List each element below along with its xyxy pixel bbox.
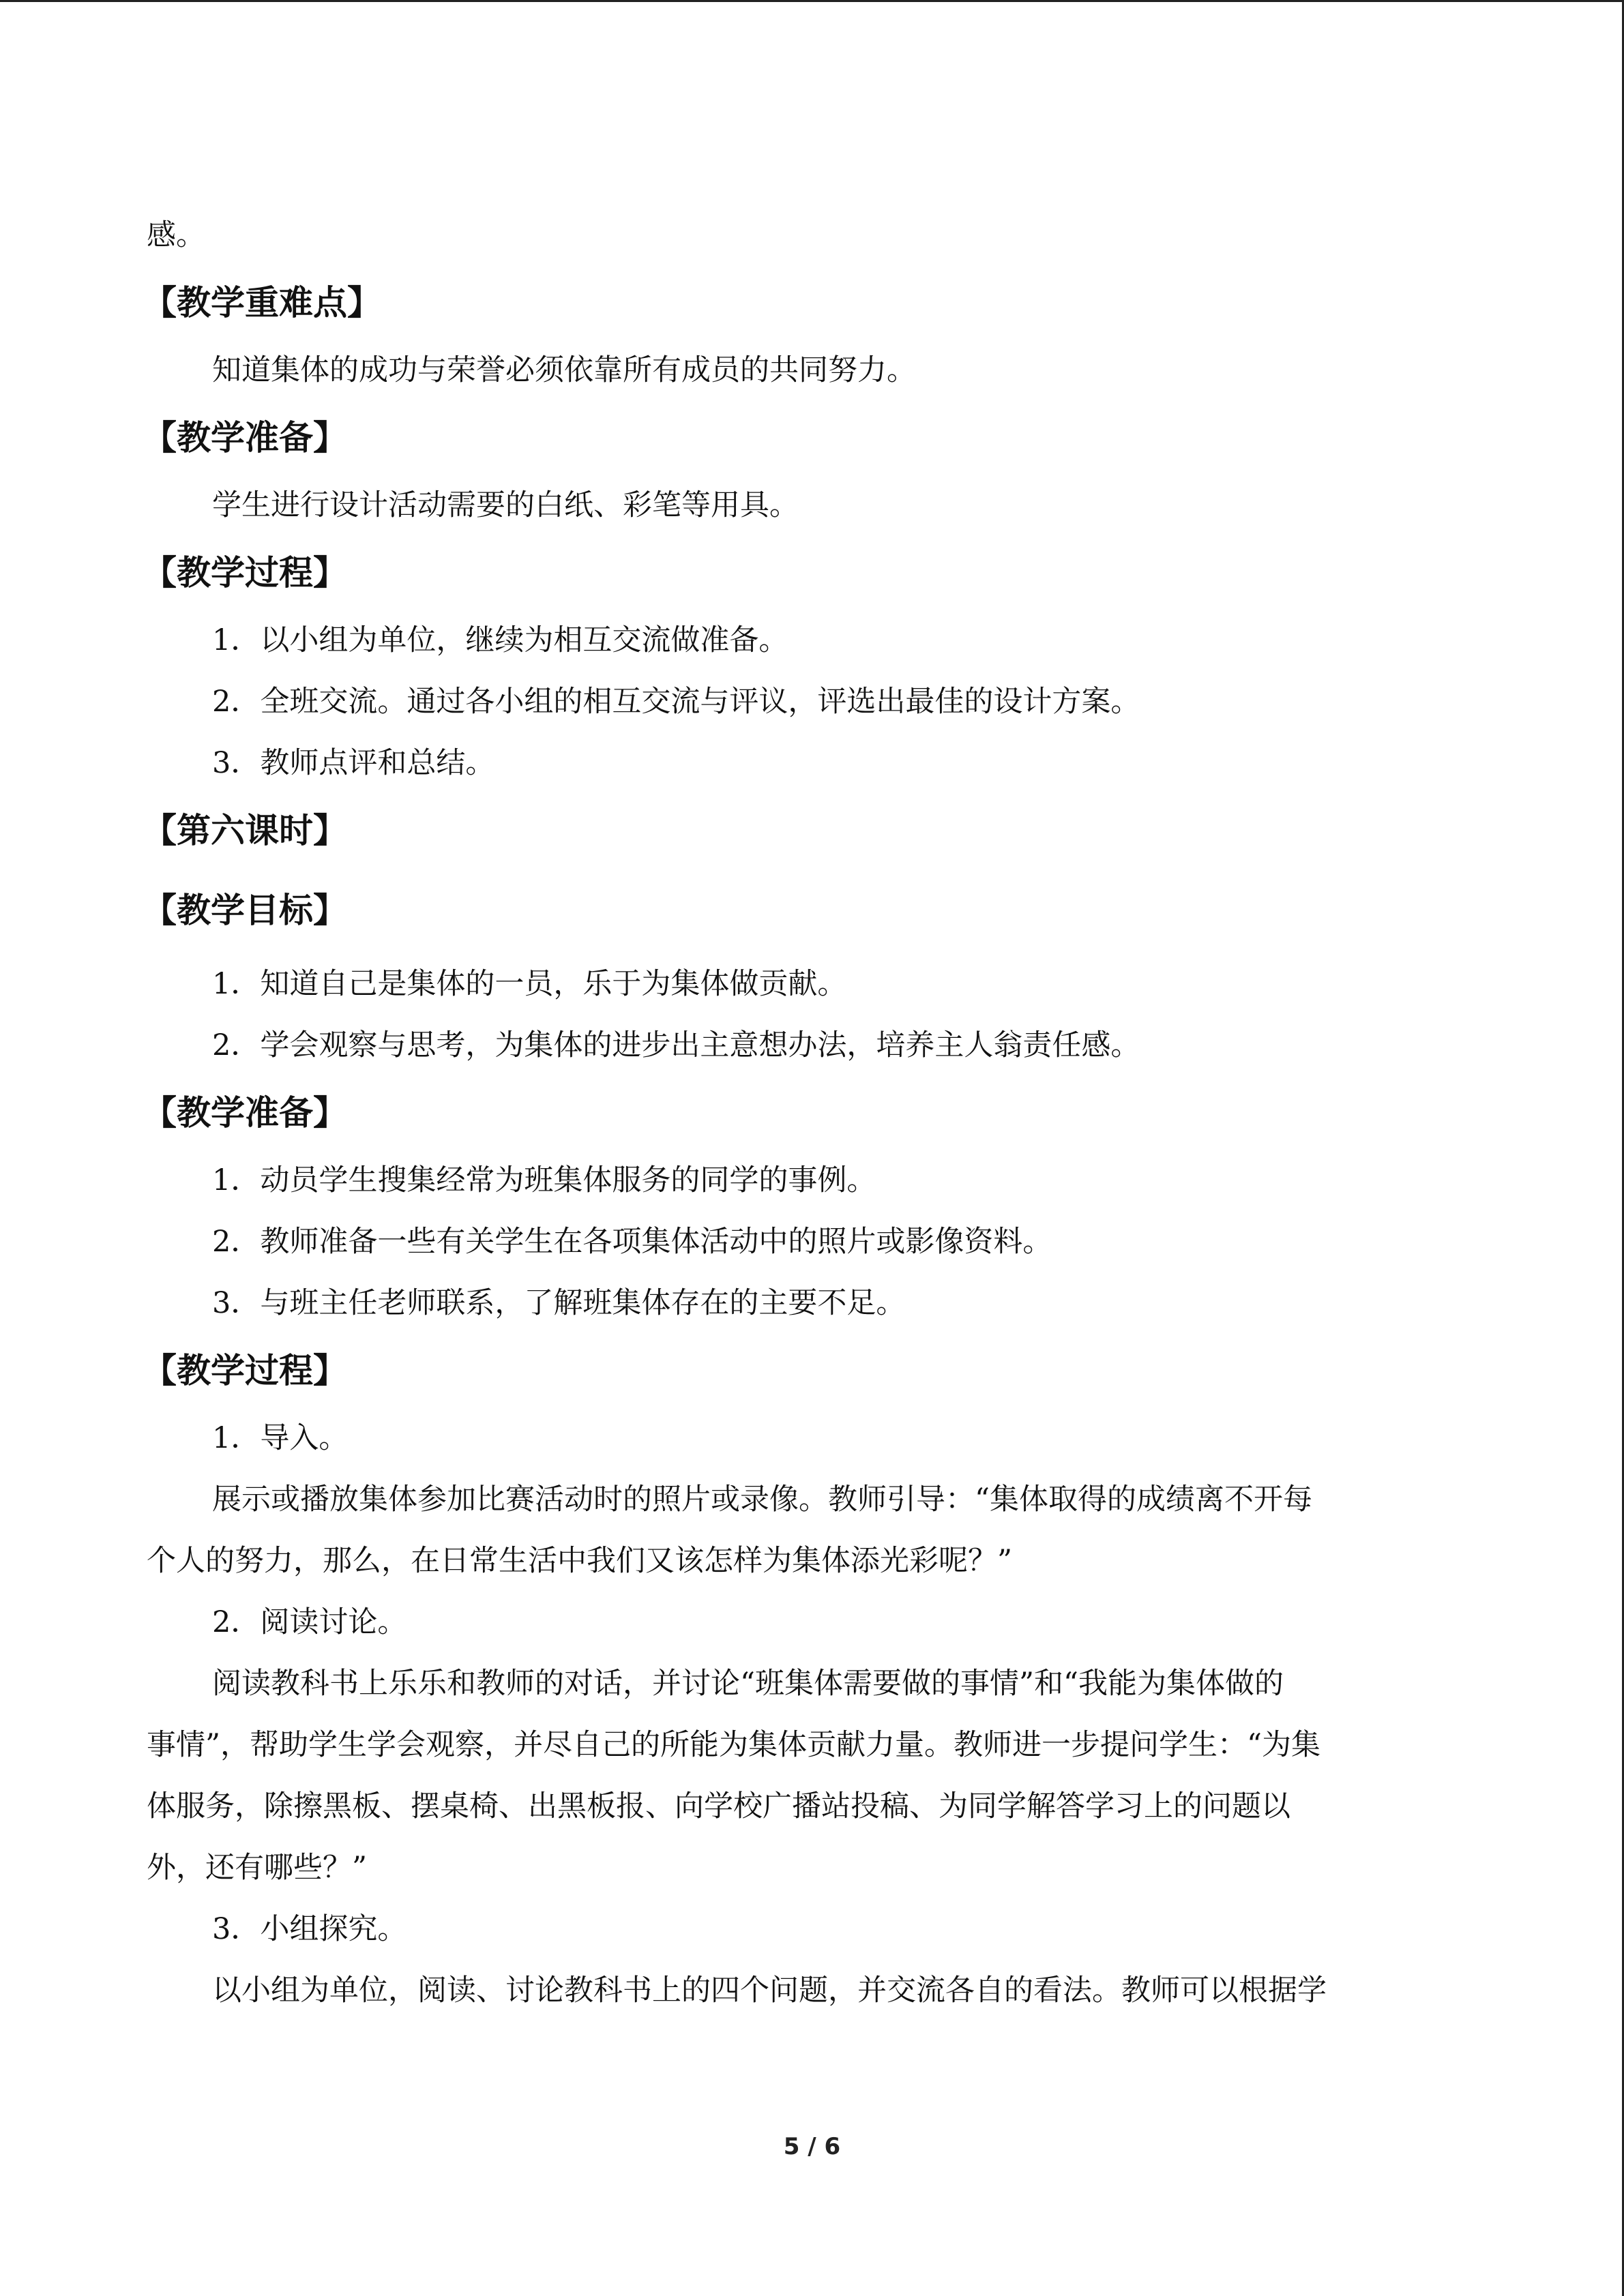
section-heading-process: 【教学过程】 xyxy=(143,553,347,593)
process-2-paragraph-1-line-1: 展示或播放集体参加比赛活动时的照片或录像。教师引导：“集体取得的成绩离不开每 xyxy=(212,1482,1312,1517)
section-heading-preparation-2: 【教学准备】 xyxy=(143,1093,347,1133)
section-heading-objectives: 【教学目标】 xyxy=(143,891,347,930)
objectives-item-2: 2．学会观察与思考，为集体的进步出主意想办法，培养主人翁责任感。 xyxy=(212,1028,1140,1062)
key-points-paragraph: 知道集体的成功与荣誉必须依靠所有成员的共同努力。 xyxy=(212,353,916,387)
section-heading-process-2: 【教学过程】 xyxy=(143,1351,347,1390)
process-2-paragraph-2-line-2: 事情”，帮助学生学会观察，并尽自己的所能为集体贡献力量。教师进一步提问学生：“为集 xyxy=(147,1728,1320,1762)
preparation-2-item-2: 2．教师准备一些有关学生在各项集体活动中的照片或影像资料。 xyxy=(212,1225,1052,1259)
page-number: 5 / 6 xyxy=(783,2133,841,2160)
process-2-paragraph-2-line-3: 体服务，除擦黑板、摆桌椅、出黑板报、向学校广播站投稿、为同学解答学习上的问题以 xyxy=(147,1789,1290,1823)
preparation-2-item-1: 1．动员学生搜集经常为班集体服务的同学的事例。 xyxy=(212,1163,876,1197)
process-2-step-3: 3．小组探究。 xyxy=(212,1912,407,1946)
preparation-paragraph: 学生进行设计活动需要的白纸、彩笔等用具。 xyxy=(212,488,799,522)
process-2-paragraph-2-line-1: 阅读教科书上乐乐和教师的对话，并讨论“班集体需要做的事情”和“我能为集体做的 xyxy=(212,1667,1284,1701)
process-2-step-2: 2．阅读讨论。 xyxy=(212,1605,407,1639)
document-body xyxy=(143,205,1483,2021)
process-2-paragraph-1-line-2: 个人的努力，那么，在日常生活中我们又该怎样为集体添光彩呢？” xyxy=(147,1544,1012,1578)
section-heading-sixth-lesson: 【第六课时】 xyxy=(143,811,347,850)
page-top-border xyxy=(0,0,1624,2)
continuation-text: 感。 xyxy=(147,218,205,252)
preparation-2-item-3: 3．与班主任老师联系，了解班集体存在的主要不足。 xyxy=(212,1286,906,1320)
process-2-paragraph-3-line-1: 以小组为单位，阅读、讨论教科书上的四个问题，并交流各自的看法。教师可以根据学 xyxy=(212,1973,1327,2008)
objectives-item-1: 1．知道自己是集体的一员，乐于为集体做贡献。 xyxy=(212,967,847,1001)
process-item-2: 2．全班交流。通过各小组的相互交流与评议，评选出最佳的设计方案。 xyxy=(212,685,1140,719)
process-2-paragraph-2-line-4: 外，还有哪些？” xyxy=(147,1851,367,1885)
section-heading-key-points: 【教学重难点】 xyxy=(143,283,381,323)
process-2-step-1: 1．导入。 xyxy=(212,1421,349,1455)
process-item-3: 3．教师点评和总结。 xyxy=(212,746,495,780)
section-heading-preparation: 【教学准备】 xyxy=(143,418,347,458)
process-item-1: 1．以小组为单位，继续为相互交流做准备。 xyxy=(212,623,788,657)
